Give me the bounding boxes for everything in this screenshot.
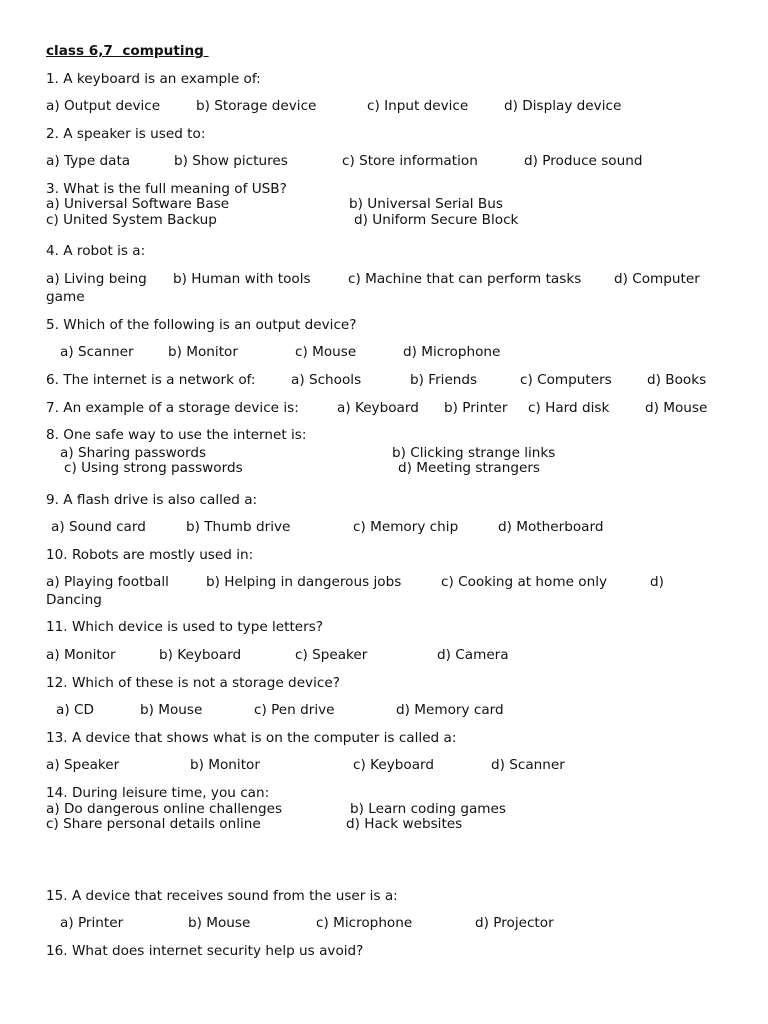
q14-option-a: a) Do dangerous online challenges <box>46 801 283 817</box>
q1-option-c: c) Input device <box>367 98 469 114</box>
q3-option-a: a) Universal Software Base <box>46 196 230 212</box>
q13-option-d: d) Scanner <box>491 757 565 773</box>
q15-option-a: a) Printer <box>60 915 124 931</box>
q11-option-c: c) Speaker <box>295 647 368 663</box>
q8-option-a: a) Sharing passwords <box>60 445 207 461</box>
q13-option-c: c) Keyboard <box>353 757 434 773</box>
question-16: 16. What does internet security help us avoid? <box>46 943 364 959</box>
question-10: 10. Robots are mostly used in: <box>46 547 254 563</box>
q9-option-b: b) Thumb drive <box>186 519 291 535</box>
question-14: 14. During leisure time, you can: <box>46 785 270 801</box>
q5-option-d: d) Microphone <box>403 344 501 360</box>
q3-option-d: d) Uniform Secure Block <box>354 212 519 228</box>
q7-option-b: b) Printer <box>444 400 508 416</box>
q6-option-b: b) Friends <box>410 372 478 388</box>
q8-option-b: b) Clicking strange links <box>392 445 556 461</box>
question-7: 7. An example of a storage device is: <box>46 400 299 416</box>
q10-option-d: d) <box>650 574 664 590</box>
q13-option-a: a) Speaker <box>46 757 120 773</box>
question-11: 11. Which device is used to type letters? <box>46 619 324 635</box>
q6-option-c: c) Computers <box>520 372 612 388</box>
q12-option-b: b) Mouse <box>140 702 203 718</box>
question-8: 8. One safe way to use the internet is: <box>46 427 307 443</box>
q10-option-a: a) Playing football <box>46 574 169 590</box>
q5-option-c: c) Mouse <box>295 344 357 360</box>
q4-option-d: d) Computer <box>614 271 700 287</box>
q6-option-d: d) Books <box>647 372 707 388</box>
q12-option-d: d) Memory card <box>396 702 504 718</box>
q7-option-d: d) Mouse <box>645 400 708 416</box>
q14-option-c: c) Share personal details online <box>46 816 261 832</box>
q2-option-b: b) Show pictures <box>174 153 288 169</box>
q5-option-a: a) Scanner <box>60 344 134 360</box>
q11-option-b: b) Keyboard <box>159 647 242 663</box>
q1-option-b: b) Storage device <box>196 98 317 114</box>
q1-option-d: d) Display device <box>504 98 622 114</box>
q10-option-c: c) Cooking at home only <box>441 574 608 590</box>
question-6: 6. The internet is a network of: <box>46 372 256 388</box>
question-9: 9. A flash drive is also called a: <box>46 492 258 508</box>
q2-option-d: d) Produce sound <box>524 153 643 169</box>
q15-option-c: c) Microphone <box>316 915 413 931</box>
q3-option-c: c) United System Backup <box>46 212 217 228</box>
q7-option-a: a) Keyboard <box>337 400 419 416</box>
q3-option-b: b) Universal Serial Bus <box>349 196 503 212</box>
page-title: class 6,7 computing <box>46 43 209 59</box>
q4-option-a: a) Living being <box>46 271 147 287</box>
q12-option-a: a) CD <box>56 702 94 718</box>
q9-option-a: a) Sound card <box>51 519 146 535</box>
question-5: 5. Which of the following is an output device? <box>46 317 357 333</box>
q2-option-a: a) Type data <box>46 153 131 169</box>
q12-option-c: c) Pen drive <box>254 702 335 718</box>
q5-option-b: b) Monitor <box>168 344 238 360</box>
question-12: 12. Which of these is not a storage device? <box>46 675 340 691</box>
q11-option-d: d) Camera <box>437 647 509 663</box>
q10-option-b: b) Helping in dangerous jobs <box>206 574 402 590</box>
q10-option-d-continued: Dancing <box>46 592 102 608</box>
q9-option-c: c) Memory chip <box>353 519 459 535</box>
question-2: 2. A speaker is used to: <box>46 126 206 142</box>
question-15: 15. A device that receives sound from the user is a: <box>46 888 398 904</box>
q1-option-a: a) Output device <box>46 98 161 114</box>
q8-option-d: d) Meeting strangers <box>398 460 540 476</box>
q15-option-d: d) Projector <box>475 915 554 931</box>
question-3: 3. What is the full meaning of USB? <box>46 181 287 197</box>
q14-option-d: d) Hack websites <box>346 816 463 832</box>
q11-option-a: a) Monitor <box>46 647 116 663</box>
question-1: 1. A keyboard is an example of: <box>46 71 261 87</box>
question-13: 13. A device that shows what is on the computer is called a: <box>46 730 457 746</box>
q7-option-c: c) Hard disk <box>528 400 610 416</box>
q4-option-b: b) Human with tools <box>173 271 311 287</box>
question-4: 4. A robot is a: <box>46 243 146 259</box>
q8-option-c: c) Using strong passwords <box>64 460 243 476</box>
q15-option-b: b) Mouse <box>188 915 251 931</box>
q13-option-b: b) Monitor <box>190 757 260 773</box>
q4-option-c: c) Machine that can perform tasks <box>348 271 582 287</box>
q9-option-d: d) Motherboard <box>498 519 604 535</box>
q6-option-a: a) Schools <box>291 372 362 388</box>
q2-option-c: c) Store information <box>342 153 478 169</box>
q4-option-d-continued: game <box>46 289 85 305</box>
q14-option-b: b) Learn coding games <box>350 801 506 817</box>
